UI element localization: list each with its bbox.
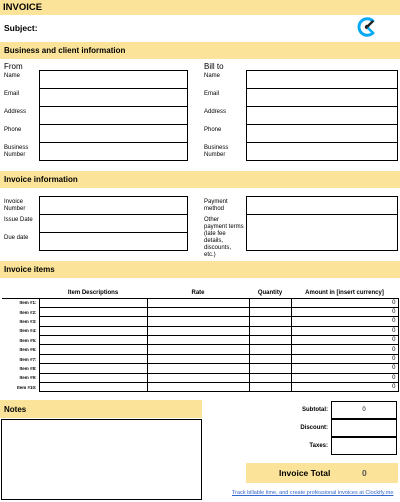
bill-to-address-label: Address [204,109,227,115]
from-business-number-field[interactable] [39,142,188,161]
item-rate-cell[interactable] [147,326,249,335]
column-header-amount: Amount in [insert currency] [305,289,384,296]
table-row [2,298,398,307]
item-row-label: Item #9: [19,375,37,381]
subtotal-label: Subtotal: [302,407,328,413]
item-rate-cell[interactable] [147,317,249,326]
bill-to-name-label: Name [204,73,221,79]
column-header-descriptions: Item Descriptions [67,289,119,296]
item-row-label: Item #2: [19,309,37,315]
item-quantity-cell[interactable] [249,364,291,373]
item-rate-cell[interactable] [147,345,249,354]
item-row-label: Item #6: [19,347,37,353]
title-bar [0,0,400,15]
from-address-label: Address [4,109,27,115]
item-description-cell[interactable] [39,383,147,392]
item-quantity-cell[interactable] [249,383,291,392]
item-quantity-cell[interactable] [249,307,291,316]
invoice-items-section-header: Invoice items [0,261,400,278]
table-row [2,307,398,316]
invoice-other-payment-terms-late-fee-details-discounts-etc-field[interactable] [246,214,398,251]
item-amount-cell[interactable]: 0 [291,383,398,392]
invoice-invoice-number-field[interactable] [39,196,188,215]
item-amount-cell[interactable]: 0 [291,364,398,373]
item-description-cell[interactable] [39,317,147,326]
item-description-cell[interactable] [39,354,147,363]
table-row [2,354,398,363]
invoice-payment-method-label: Payment method [204,199,228,212]
bill-to-email-label: Email [204,91,220,97]
invoice-other-payment-terms-late-fee-details-discounts-etc-label: Other payment terms (late fee details, discounts, etc.) [204,217,244,258]
item-quantity-cell[interactable] [249,298,291,307]
taxes-label: Taxes: [309,443,328,449]
item-row-label: Item #8: [19,365,37,371]
item-quantity-cell[interactable] [249,354,291,363]
item-row-label: Item #4: [19,328,37,334]
column-header-quantity: Quantity [257,289,283,296]
item-amount-cell[interactable]: 0 [291,373,398,382]
item-amount-cell[interactable]: 0 [291,317,398,326]
from-email-field[interactable] [39,88,188,107]
item-amount-cell[interactable]: 0 [291,354,398,363]
invoice-total-value: 0 [362,468,367,478]
bill-to-label: Bill to [204,62,224,71]
bill-to-name-field[interactable] [246,70,398,89]
item-row-label: Item #7: [19,356,37,362]
invoice-due-date-field[interactable] [39,232,188,251]
from-label: From [4,62,23,71]
invoice-total-label: Invoice Total [279,468,331,478]
item-amount-cell[interactable]: 0 [291,336,398,345]
discount-label: Discount: [300,425,328,431]
notes-field[interactable] [1,419,202,500]
item-rate-cell[interactable] [147,383,249,392]
bill-to-email-field[interactable] [246,88,398,107]
item-rate-cell[interactable] [147,307,249,316]
invoice-issue-date-field[interactable] [39,214,188,233]
item-amount-cell[interactable]: 0 [291,298,398,307]
table-row [2,383,398,392]
item-rate-cell[interactable] [147,298,249,307]
item-rate-cell[interactable] [147,336,249,345]
table-row [2,373,398,382]
item-description-cell[interactable] [39,326,147,335]
item-description-cell[interactable] [39,364,147,373]
item-quantity-cell[interactable] [249,336,291,345]
item-rate-cell[interactable] [147,364,249,373]
from-business-number-label: Business Number [4,145,29,158]
item-row-label: Item #5: [19,337,37,343]
discount-field[interactable] [331,419,397,437]
from-address-field[interactable] [39,106,188,125]
item-rate-cell[interactable] [147,373,249,382]
clockify-logo-icon [356,16,378,38]
from-email-label: Email [4,91,20,97]
bill-to-business-number-label: Business Number [204,145,229,158]
item-description-cell[interactable] [39,336,147,345]
item-description-cell[interactable] [39,298,147,307]
subtotal-field[interactable]: 0 [331,401,397,419]
item-amount-cell[interactable]: 0 [291,345,398,354]
item-rate-cell[interactable] [147,354,249,363]
invoice-title: INVOICE [3,2,43,13]
bill-to-address-field[interactable] [246,106,398,125]
item-row-label: Item #10: [16,384,37,390]
from-phone-label: Phone [4,127,22,133]
table-row [2,336,398,345]
item-quantity-cell[interactable] [249,345,291,354]
from-name-label: Name [4,73,21,79]
column-header-rate: Rate [191,289,205,296]
clockify-footer-link[interactable]: Track billable time, and create professional invoices at Clockify.me [232,490,394,496]
notes-section-header: Notes [0,400,202,418]
item-row-label: Item #1: [2,298,39,307]
table-row [2,326,398,335]
item-description-cell[interactable] [39,307,147,316]
item-row-label: Item #3: [19,318,37,324]
table-row [2,345,398,354]
taxes-field[interactable] [331,437,397,455]
item-description-cell[interactable] [39,373,147,382]
item-description-cell[interactable] [39,345,147,354]
business-section-header: Business and client information [0,42,400,59]
table-row [2,317,398,326]
bill-to-business-number-field[interactable] [246,142,398,161]
item-amount-cell[interactable]: 0 [291,326,398,335]
invoice-issue-date-label: Issue Date [4,217,33,223]
invoice-payment-method-field[interactable] [246,196,398,215]
table-row [2,364,398,373]
item-quantity-cell[interactable] [249,326,291,335]
from-phone-field[interactable] [39,124,188,143]
bill-to-phone-field[interactable] [246,124,398,143]
invoice-invoice-number-label: Invoice Number [4,199,26,212]
subject-label: Subject: [4,23,38,33]
invoice-due-date-label: Due date [4,235,29,241]
invoice-info-section-header: Invoice information [0,171,400,188]
item-quantity-cell[interactable] [249,317,291,326]
from-name-field[interactable] [39,70,188,89]
invoice-items-table [2,288,399,392]
item-amount-cell[interactable]: 0 [291,307,398,316]
bill-to-phone-label: Phone [204,127,222,133]
invoice-total-bar [246,463,398,483]
item-quantity-cell[interactable] [249,373,291,382]
